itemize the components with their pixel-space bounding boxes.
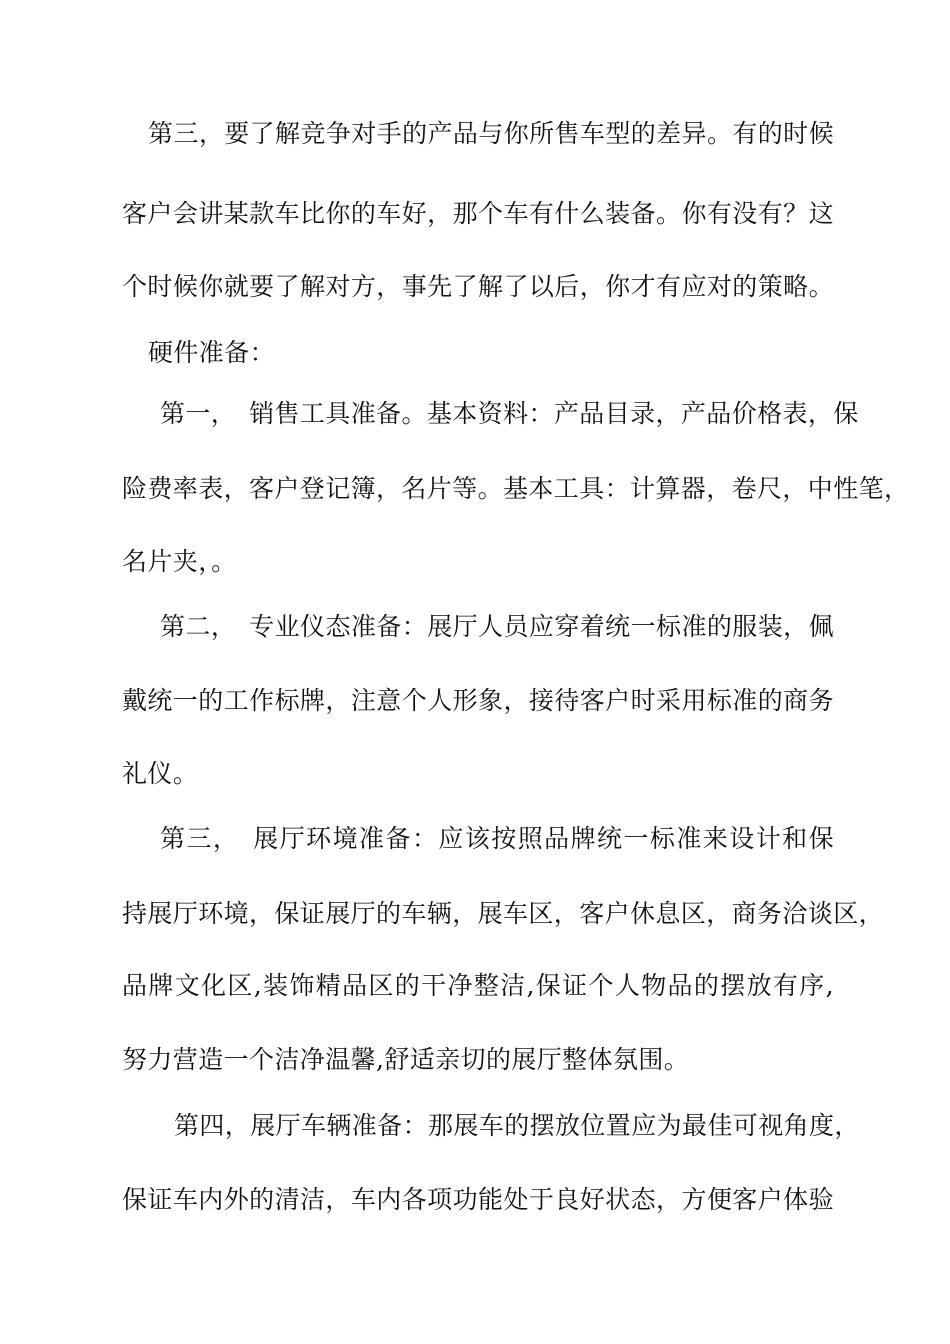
- paragraph-line: 品牌文化区,装饰精品区的干净整洁,保证个人物品的摆放有序,: [122, 971, 834, 1000]
- paragraph-line: 保证车内外的清洁，车内各项功能处于良好状态，方便客户体验: [122, 1185, 834, 1214]
- paragraph-line: 第三，要了解竞争对手的产品与你所售车型的差异。有的时候: [148, 119, 834, 148]
- paragraph-line: 个时候你就要了解对方，事先了解了以后，你才有应对的策略。: [122, 272, 834, 301]
- section-heading: 硬件准备：: [148, 338, 276, 367]
- paragraph-line: 持展厅环境，保证展厅的车辆，展车区，客户休息区，商务洽谈区，: [122, 899, 885, 928]
- paragraph-line: 第三， 展厅环境准备：应该按照品牌统一标准来设计和保: [160, 824, 834, 853]
- paragraph-line: 名片夹，。: [122, 547, 237, 576]
- paragraph-line: 第二， 专业仪态准备：展厅人员应穿着统一标准的服装，佩: [160, 612, 834, 641]
- paragraph-line: 礼仪。: [122, 759, 199, 788]
- paragraph-line: 客户会讲某款车比你的车好，那个车有什么装备。你有没有？这: [122, 199, 834, 228]
- paragraph-line: 努力营造一个洁净温馨,舒适亲切的展厅整体氛围。: [122, 1045, 690, 1074]
- paragraph-line: 第一， 销售工具准备。基本资料：产品目录，产品价格表，保: [160, 399, 859, 428]
- paragraph-line: 险费率表，客户登记簿，名片等。基本工具：计算器，卷尺，中性笔，: [122, 474, 910, 503]
- paragraph-line: 第四，展厅车辆准备：那展车的摆放位置应为最佳可视角度，: [174, 1111, 860, 1140]
- paragraph-line: 戴统一的工作标牌，注意个人形象，接待客户时采用标准的商务: [122, 686, 834, 715]
